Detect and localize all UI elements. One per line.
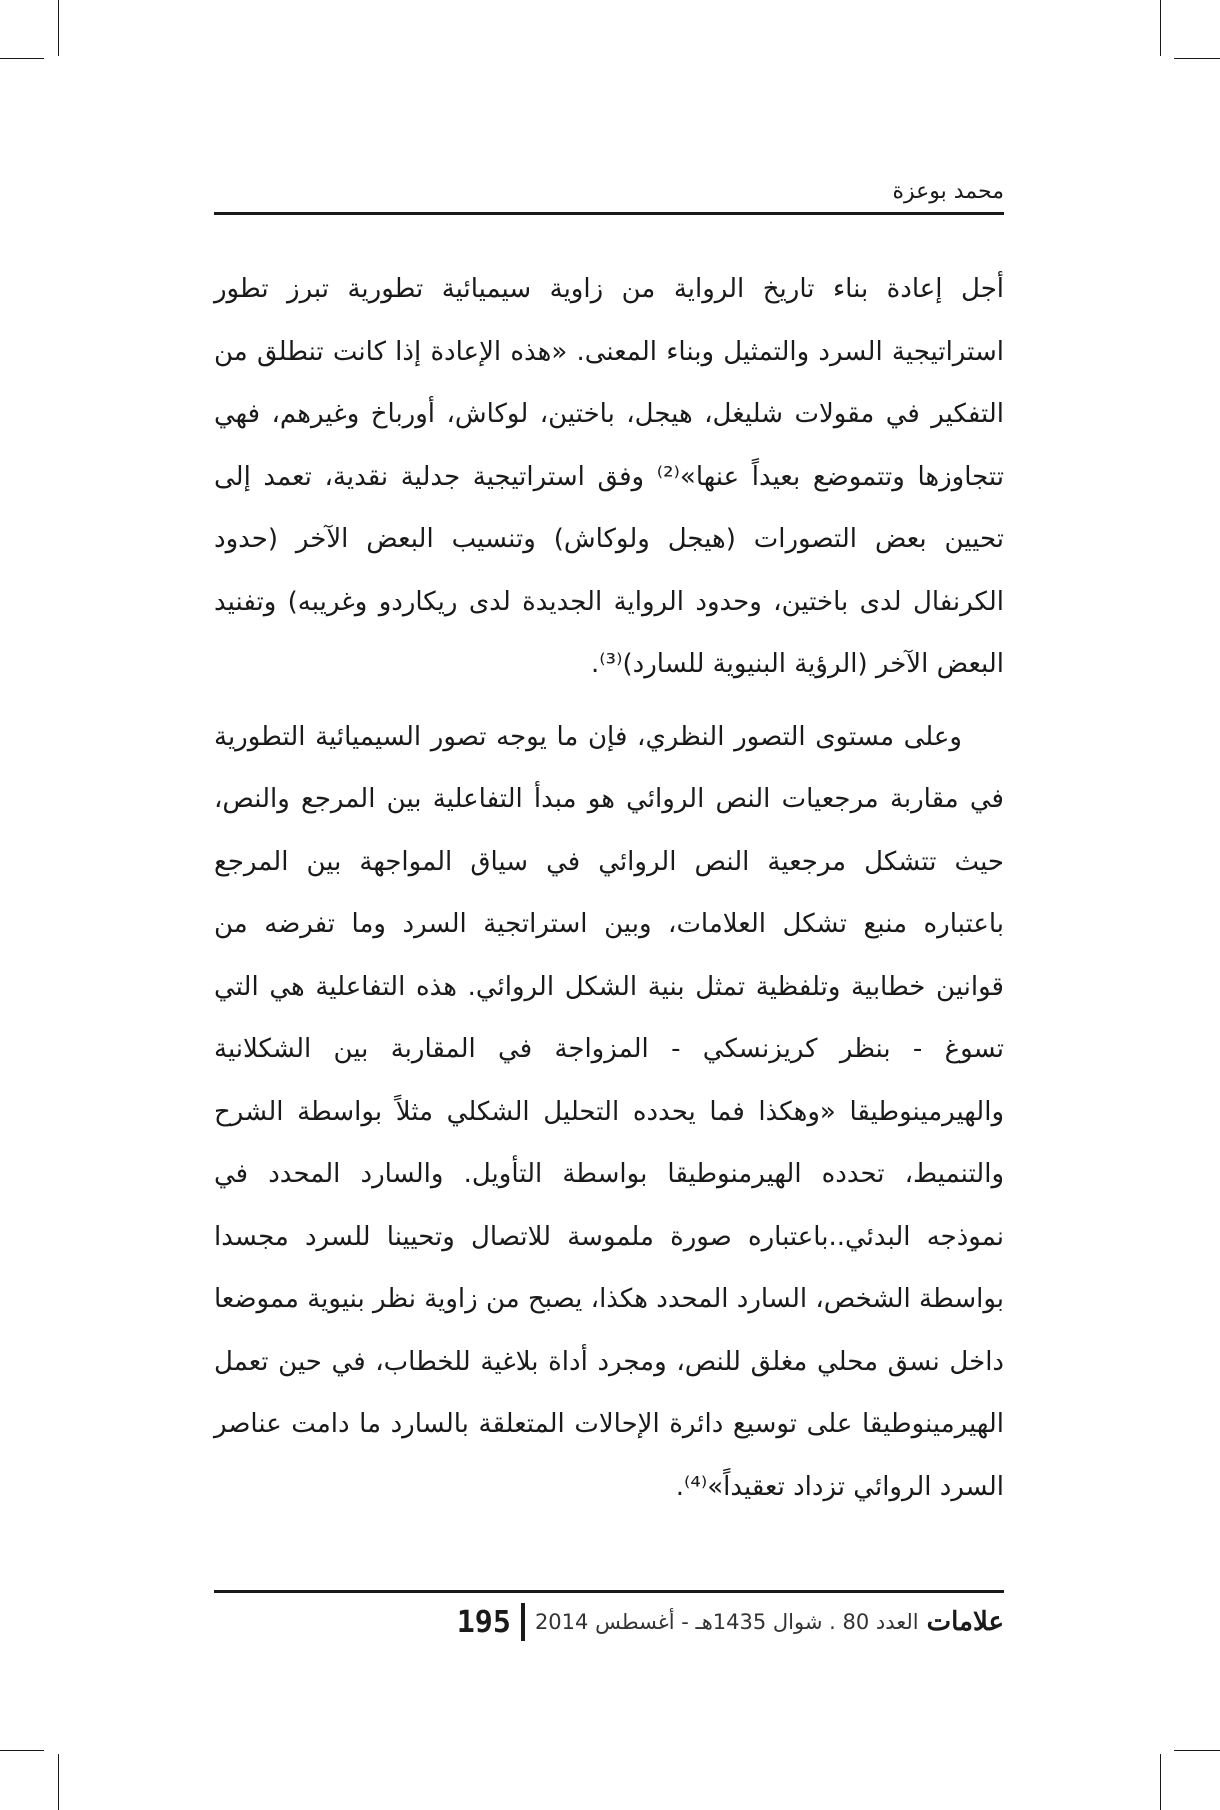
crop-mark-top-right [1160,0,1161,56]
running-head: محمد بوعزة [892,179,1004,204]
article-body [214,258,1004,1518]
crop-mark-bottom-left [58,1754,59,1810]
footer-separator [521,1603,525,1641]
issue-info: العدد 80 . شوال 1435هـ - أغسطس 2014 [534,1610,919,1634]
page-footer [214,1598,1004,1646]
crop-mark-top-right [1174,58,1220,59]
journal-logo: علامات [926,1607,1004,1637]
paragraph: أجل إعادة بناء تاريخ الرواية من زاوية سيميائية تطورية تبرز تطور استراتيجية السرد والتمثيل وبناء المعنى. «هذه الإعادة إذا كانت تنطلق من التفكير في مقولات شليغل، هيجل، باختين، لوكاش، أورباخ وغيرهم، فهي تتجاوزها وتتموضع بعيداً عنها»⁽²⁾ وفق استراتيجية جدلية نقدية، تعمد إلى تحيين بعض التصورات (هيجل ولوكاش) وتنسيب البعض الآخر (حدود الكرنفال لدى باختين، وحدود الرواية الجديدة لدى ريكاردو وغريبه) وتفنيد البعض الآخر (الرؤية البنيوية للسارد)⁽³⁾. [214,274,1004,679]
crop-mark-bottom-right [1174,1750,1220,1751]
paragraph: وعلى مستوى التصور النظري، فإن ما يوجه تصور السيميائية التطورية في مقاربة مرجعيات النص الروائي هو مبدأ التفاعلية بين المرجع والنص، حيث تتشكل مرجعية النص الروائي في سياق المواجهة بين المرجع باعتباره منبع تشكل العلامات، وبين استراتجية السرد وما تفرضه من قوانين خطابية وتلفظية تمثل بنية الشكل الروائي. هذه التفاعلية هي التي تسوغ - بنظر كريزنسكي - المزواجة في المقاربة بين الشكلانية والهيرمينوطيقا «وهكذا فما يحدده التحليل الشكلي مثلاً بواسطة الشرح والتنميط، تحدده الهيرمنوطيقا بواسطة التأويل. والسارد المحدد في نموذجه البدئي..باعتباره صورة ملموسة للاتصال وتحيينا للسرد مجسدا بواسطة الشخص، السارد المحدد هكذا، يصبح من زاوية نظر بنيوية مموضعا داخل نسق محلي مغلق للنص، ومجرد أداة بلاغية للخطاب، في حين تعمل الهيرمينوطيقا على توسيع دائرة الإحالات المتعلقة بالسارد ما دامت عناصر السرد الروائي تزداد تعقيداً»⁽⁴⁾. [214,721,1004,1502]
crop-mark-top-left [0,58,44,59]
header-rule [214,212,1004,215]
crop-mark-bottom-left [0,1750,44,1751]
footer-rule [214,1590,1004,1593]
crop-mark-top-left [58,0,59,56]
crop-mark-bottom-right [1160,1754,1161,1810]
page-number: 195 [456,1604,511,1640]
